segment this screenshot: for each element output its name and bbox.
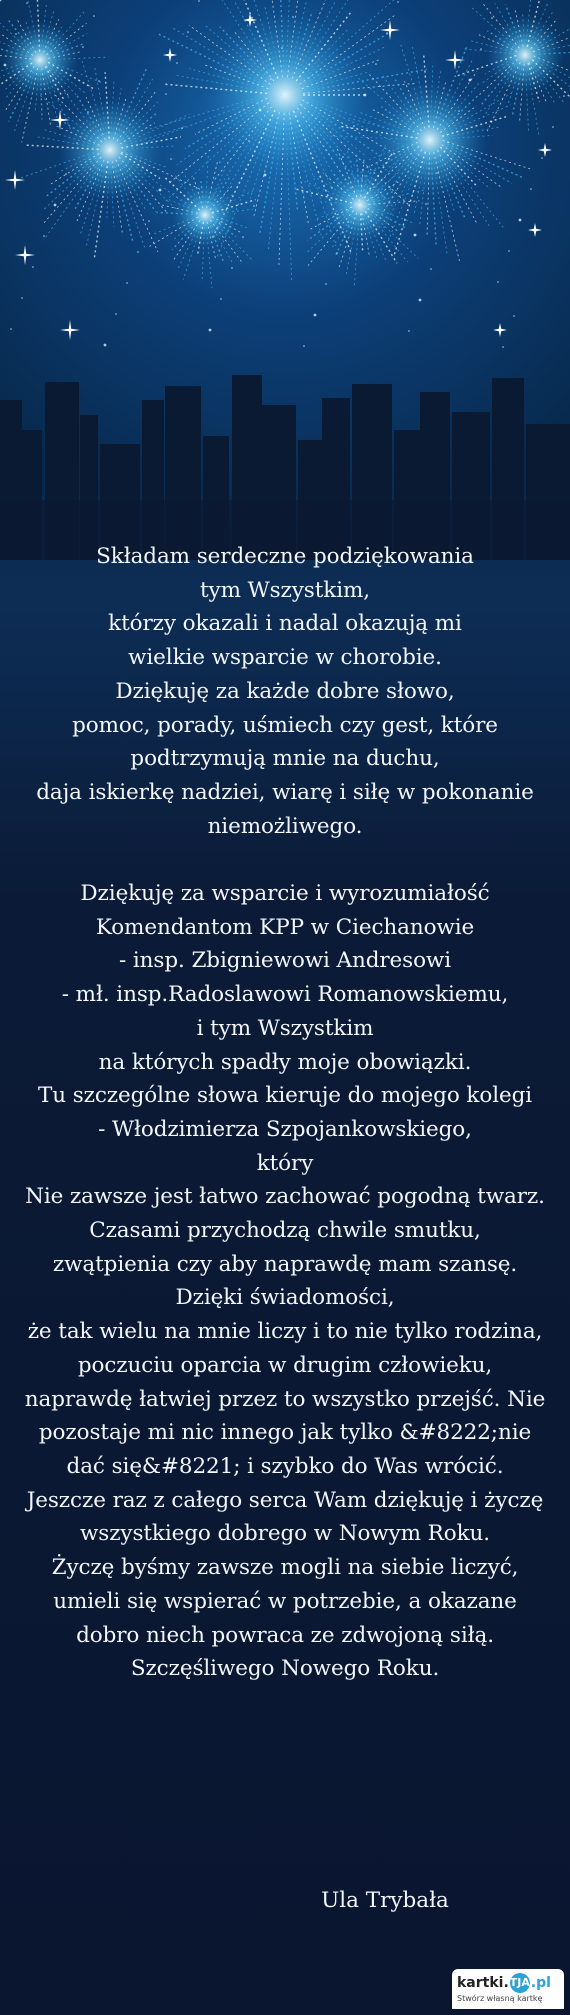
sparkle-dot [508,250,510,252]
sparkle-dot [198,0,200,2]
sparkle-dot [530,188,532,190]
sparkle-dot [165,93,167,95]
sparkle-dot [115,313,117,315]
thank-you-message: Składam serdeczne podziękowania tym Wszystkim, którzy okazali i nadal okazują mi wielkie wsparcie w chorobie. Dziękuję za każde dobre słowo, pomoc, porady, uśmiech czy gest, które podtrzymują mnie na duchu, daja iskierkę nadziei, wiarę i siłę w pokonanie niemożliwego. Dziękuję za wsparcie i wyrozumiałość Komendantom KPP w Ciechanowie - insp. Zbigniewowi Andresowi - mł. insp.Radoslawowi Romanowskiemu, i tym Wszystkim na których spadły moje obowiązki. Tu szczególne słowa kieruje do mojego kolegi - Włodzimierza Szpojankowskiego, który Nie zawsze jest łatwo zachować pogodną twarz. Czasami przychodzą chwile smutku, zwątpienia czy aby naprawdę mam szansę. Dzięki świadomości, że tak wielu na mnie liczy i to nie tylko rodzina, poczuciu oparcia w drugim człowieku, naprawdę łatwiej przez to wszystko przejść. Nie pozostaje mi nic innego jak tylko &#8222;nie dać się&#8221; i szybko do Was wrócić. Jeszcze raz z całego serca Wam dziękuję i życzę wszystkiego dobrego w Nowym Roku. Życzę byśmy zawsze mogli na siebie liczyć, umieli się wspierać w potrzebie, a okazane dobro niech powraca ze zdwojoną siłą. Szczęśliwego Nowego Roku. [24,544,546,1682]
sparkle-dot [541,157,543,159]
sparkle-dot [397,1,399,3]
sparkle-dot [314,314,317,317]
sparkle-dot [32,266,34,268]
sparkle-dot [242,236,244,238]
sparkle-dot [469,79,472,82]
sparkle-dot [187,31,189,33]
sparkle-dot [386,32,388,34]
sparkle-dot [292,16,294,18]
sparkle-dot [176,62,178,64]
sparkle-dot [331,187,333,189]
sparkle-dot [209,329,212,332]
sparkle-dot [15,33,17,35]
sparkle-dot [364,94,367,97]
sparkle-dot [4,64,7,67]
logo-domain-suffix: .pl [530,1975,551,1991]
sparkle-dot [281,47,283,49]
sparkle-dot [181,127,183,129]
logo-badge-icon: TJA [510,1973,530,1993]
sparkle-dot [458,110,460,112]
sparkle-dot [513,315,515,317]
logo-brand-text: kartki. [457,1975,509,1991]
sparkle-dot [347,221,349,223]
sparkle-dot [497,281,499,283]
sparkle-dot [519,219,522,222]
sparkle-dot [353,125,355,127]
logo-wordmark [457,1972,559,1994]
sparkle-dot [54,204,57,207]
sparkle-dot [491,17,493,19]
sparkle-dot [82,46,84,48]
sparkle-dot [126,282,128,284]
fireworks-illustration [0,0,570,560]
sparkle-dot [264,174,267,177]
sparkle-dot [253,205,255,207]
sparkle-dot [43,235,45,237]
sparkle-dot [98,80,100,82]
sparkle-dot [436,172,438,174]
sparkle-dot [104,344,107,347]
sparkle-dot [325,283,327,285]
sparkle-dot [270,78,272,80]
sparkle-dot [342,156,344,158]
sparkle-dot [414,234,417,237]
sparkle-dot [563,95,565,97]
sparkle-dot [231,267,233,269]
signature: Ula Trybała [321,1888,449,1913]
kartki-logo[interactable] [452,1969,564,2009]
sparkle-dot [220,298,222,300]
sparkle-dot [447,141,449,143]
sparkle-dot [21,297,23,299]
sparkle-dot [248,140,250,142]
sparkle-dot [10,328,12,330]
sparkle-dot [430,268,432,270]
sparkle-dot [408,330,410,332]
sparkle-dot [76,142,78,144]
sparkle-dot [303,345,305,347]
sparkle-dot [170,158,172,160]
sparkle-dot [425,203,427,205]
sparkle-dot [375,63,377,65]
sparkle-dot [552,126,554,128]
sparkle-dot [87,111,89,113]
sparkle-dot [419,299,422,302]
sparkle-dot [159,189,162,192]
signature-line [0,1888,570,1913]
sparkle-dot [502,346,504,348]
sparkle-dot [65,173,67,175]
sparkle-dot [137,251,139,253]
sparkle-dot [336,252,338,254]
sparkle-dot [480,48,482,50]
sparkle-dot [259,109,262,112]
logo-tagline: Stwórz własną kartkę [457,1994,543,2003]
sparkle-dot [93,15,95,17]
sparkle-dot [26,2,28,4]
sparkle-dot [148,220,150,222]
